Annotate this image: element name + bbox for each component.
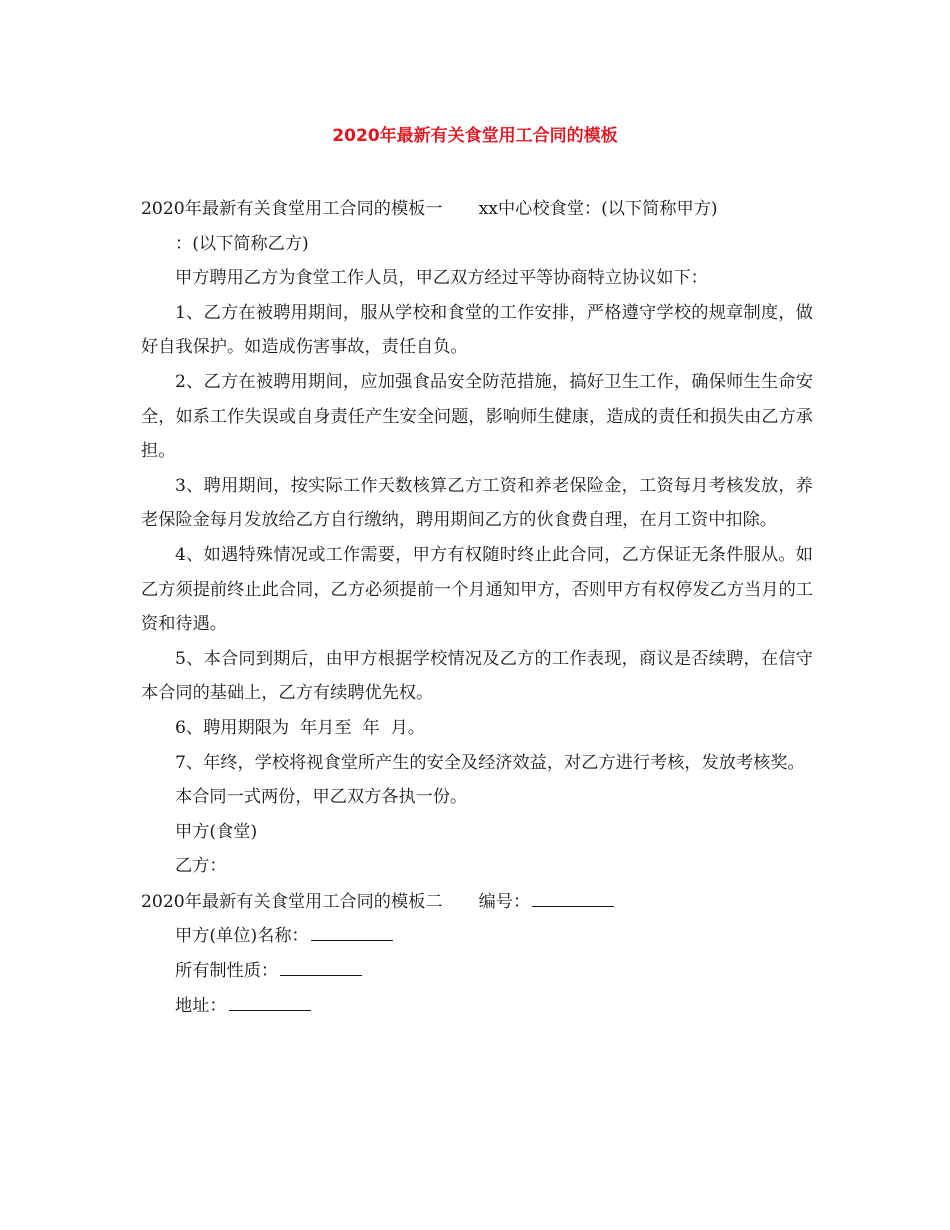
clause-2: 2、乙方在被聘用期间，应加强食品安全防范措施，搞好卫生工作，确保师生生命安全，如系工作失误或自身责任产生安全问题，影响师生健康，造成的责任和损失由乙方承担。 (141, 371, 813, 462)
number-blank[interactable] (532, 884, 614, 907)
document-title: 2020年最新有关食堂用工合同的模板 (332, 126, 618, 146)
copies-note: 本合同一式两份，甲乙双方各执一份。 (175, 787, 468, 808)
signature-party-a: 甲方(食堂) (175, 821, 258, 842)
address-blank[interactable] (229, 988, 311, 1011)
template2-heading-line (141, 884, 813, 919)
clause-1: 1、乙方在被聘用期间，服从学校和食堂的工作安排，严格遵守学校的规章制度，做好自我保护。如造成伤害事故，责任自负。 (141, 302, 813, 358)
clause-4: 4、如遇特殊情况或工作需要，甲方有权随时终止此合同，乙方保证无条件服从。如乙方须提前终止此合同，乙方必须提前一个月通知甲方，否则甲方有权停发乙方当月的工资和待遇。 (141, 544, 813, 635)
document-body (141, 192, 813, 1022)
ownership-line (141, 953, 813, 988)
ownership-label: 所有制性质： (175, 961, 279, 982)
party-a-intro: xx中心校食堂：(以下简称甲方) (478, 199, 718, 219)
address-label: 地址： (175, 995, 227, 1016)
party-b-intro: ：(以下简称乙方) (175, 233, 309, 254)
clause-6: 6、聘用期限为 年月至 年 月。 (175, 717, 425, 738)
number-label: 编号： (478, 891, 531, 912)
clause-3: 3、聘用期间，按实际工作天数核算乙方工资和养老保险金，工资每月考核发放，养老保险金每月发放给乙方自行缴纳，聘用期间乙方的伙食费自理，在月工资中扣除。 (141, 475, 813, 531)
address-line (141, 988, 813, 1023)
template1-heading-line (141, 192, 813, 227)
ownership-blank[interactable] (280, 953, 362, 976)
preamble: 甲方聘用乙方为食堂工作人员，甲乙双方经过平等协商特立协议如下： (175, 268, 708, 289)
template1-heading: 2020年最新有关食堂用工合同的模板一 (141, 199, 443, 219)
template2-heading: 2020年最新有关食堂用工合同的模板二 (141, 891, 443, 912)
employer-name-line (141, 918, 813, 953)
signature-party-b: 乙方： (175, 856, 227, 877)
employer-name-label: 甲方(单位)名称： (175, 926, 309, 947)
clause-5: 5、本合同到期后，由甲方根据学校情况及乙方的工作表现，商议是否续聘，在信守本合同的基础上，乙方有续聘优先权。 (141, 648, 813, 704)
employer-name-blank[interactable] (311, 918, 393, 941)
clause-7: 7、年终，学校将视食堂所产生的安全及经济效益，对乙方进行考核，发放考核奖。 (175, 752, 805, 773)
